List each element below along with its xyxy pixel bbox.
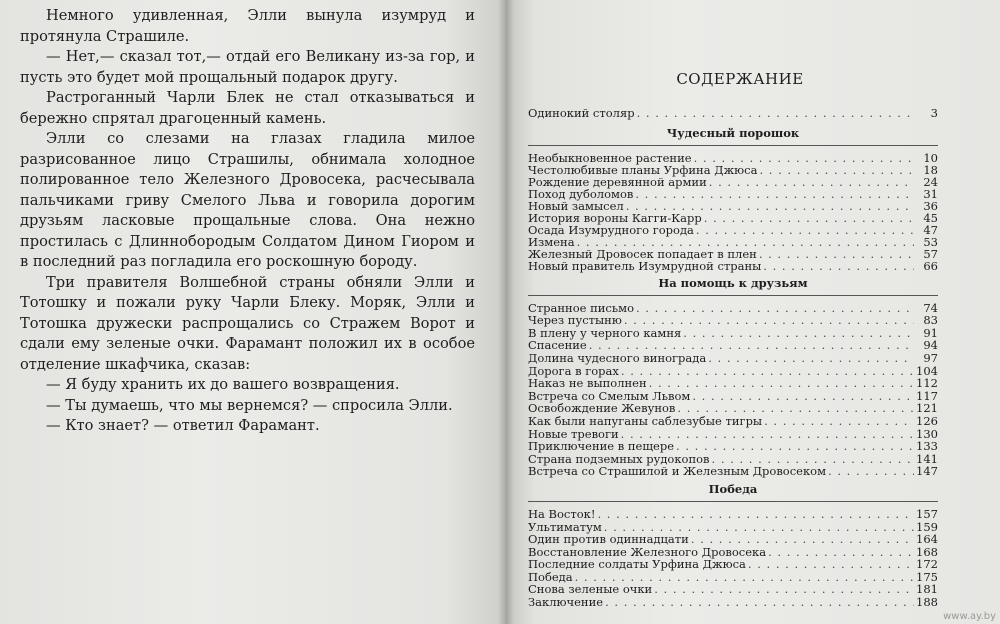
- toc-entry: [528, 224, 938, 236]
- toc-leader-dots: [637, 108, 914, 120]
- toc-entry-title: Приключение в пещере: [528, 439, 675, 454]
- paragraph: Три правителя Волшебной страны обняли Элли и Тотошку и пожали руку Чарли Блеку. Моряк, Элли и Тотошка дружески распрощались со Стражем Ворот и сдали ему зеленые очки. Фарамант положил их в особое отделение шкафчика, сказав:: [20, 273, 475, 373]
- toc-entry-title: Восстановление Железного Дровосека: [528, 544, 767, 559]
- toc-entry: [528, 465, 938, 478]
- toc-leader-dots: [694, 152, 914, 164]
- toc-entry-page: 141: [916, 451, 938, 466]
- toc-entry-page: 74: [923, 300, 938, 315]
- toc-entry-title: Новый замысел: [528, 198, 624, 213]
- toc-entry-title: Поход дуболомов: [528, 186, 634, 201]
- toc-entry: [528, 236, 938, 248]
- toc-entry-page: 112: [916, 376, 938, 391]
- toc-entry-title: Заключение: [528, 595, 604, 610]
- toc-entry-title: Необыкновенное растение: [528, 150, 692, 165]
- toc-leader-dots: [768, 546, 914, 559]
- toc-entry-title: В плену у черного камня: [528, 325, 682, 340]
- toc-entry-page: 157: [916, 506, 938, 521]
- toc-section: [528, 276, 938, 478]
- toc-leader-dots: [709, 176, 914, 188]
- toc-entry-title: Странное письмо: [528, 300, 634, 315]
- book-spine: [498, 0, 514, 624]
- toc-entry-page: 164: [916, 532, 938, 547]
- toc-entry: [528, 415, 938, 428]
- toc-entry: [528, 533, 938, 546]
- toc-entry-page: 147: [916, 464, 938, 479]
- toc-section: [528, 482, 938, 609]
- toc-entry: [528, 352, 938, 365]
- toc-entry-page: 57: [923, 246, 938, 261]
- toc-entry-title: История вороны Кагги-Карр: [528, 210, 702, 225]
- toc-entry-page: 175: [916, 569, 938, 584]
- toc-entry-page: 130: [916, 426, 938, 441]
- paragraph: Растроганный Чарли Блек не стал отказываться и бережно спрятал драгоценный камень.: [20, 89, 475, 127]
- toc-entry-title: Честолюбивые планы Урфина Джюса: [528, 162, 758, 177]
- toc-leader-dots: [636, 302, 914, 315]
- toc-section-items: [528, 152, 938, 272]
- toc-entry-page: 66: [923, 258, 938, 273]
- toc-section: [528, 126, 938, 272]
- toc-leader-dots: [683, 327, 914, 340]
- toc-leader-dots: [704, 212, 914, 224]
- toc-entry-page: 24: [923, 174, 938, 189]
- toc-leader-dots: [691, 533, 914, 546]
- toc-entry: [528, 212, 938, 224]
- toc-entry: [528, 596, 938, 609]
- toc-entry-title: Страна подземных рудокопов: [528, 451, 710, 466]
- toc-entry-page: 117: [916, 388, 938, 403]
- toc-entry: [528, 558, 938, 571]
- toc-entry-page: 133: [916, 439, 938, 454]
- toc-entry-title: Ультиматум: [528, 519, 602, 534]
- toc-entry: [528, 176, 938, 188]
- toc-entry-page: 83: [923, 313, 938, 328]
- toc-leader-dots: [828, 465, 914, 478]
- toc-entry-title: Спасение: [528, 338, 587, 353]
- toc-leader-dots: [676, 440, 914, 453]
- toc-entry-page: 3: [930, 106, 938, 120]
- toc-leader-dots: [605, 596, 914, 609]
- toc-entry-title: На Восток!: [528, 506, 596, 521]
- toc-entry-title: Наказ не выполнен: [528, 376, 647, 391]
- toc-entry-page: 121: [916, 401, 938, 416]
- toc-entry-title: Измена: [528, 234, 575, 249]
- toc-entry-title: Освобождение Жевунов: [528, 401, 676, 416]
- toc-leader-dots: [626, 200, 914, 212]
- toc-entry-title: Встреча со Страшилой и Железным Дровосеком: [528, 464, 827, 479]
- toc-leader-dots: [624, 314, 914, 327]
- toc-leader-dots: [649, 377, 914, 390]
- toc-entry: [528, 188, 938, 200]
- toc-entry-title: Последние солдаты Урфина Джюса: [528, 557, 746, 572]
- toc-entry-page: 159: [916, 519, 938, 534]
- toc-leader-dots: [759, 164, 914, 176]
- toc-entry-title: Долина чудесного винограда: [528, 350, 707, 365]
- toc-leader-dots: [692, 390, 914, 403]
- toc-entry-title: Новый правитель Изумрудной страны: [528, 258, 762, 273]
- toc-leader-dots: [597, 508, 914, 521]
- paragraph: Элли со слезами на глазах гладила милое разрисованное лицо Страшилы, обнимала холодное полированное тело Железного Дровосека, расчесывала пальчиками гриву Смелого Льва и говорила дорогим друзьям ласковые прощальные слова. Она нежно простилась с Длиннобородым Солдатом Дином Гиором и в последний раз погладила его роскошную бороду.: [20, 130, 475, 270]
- toc-leader-dots: [759, 248, 914, 260]
- toc-entry: [528, 440, 938, 453]
- toc-leader-dots: [696, 224, 914, 236]
- toc-entry-page: 181: [916, 582, 938, 597]
- toc-entry-title: Как были напуганы саблезубые тигры: [528, 413, 763, 428]
- toc-entry-page: 31: [923, 186, 938, 201]
- toc-entry-page: 18: [923, 162, 938, 177]
- toc-section-items: [528, 508, 938, 609]
- toc-entry: [528, 260, 938, 272]
- toc-leader-dots: [635, 188, 914, 200]
- toc-leader-dots: [577, 236, 914, 248]
- toc-leader-dots: [654, 583, 914, 596]
- toc-section-title: Победа: [708, 481, 758, 496]
- toc-entry: [528, 108, 938, 120]
- toc-entry-page: 188: [916, 595, 938, 610]
- divider: [528, 145, 938, 146]
- toc-entry-page: 91: [923, 325, 938, 340]
- toc-entry-title: Снова зеленые очки: [528, 582, 653, 597]
- toc-title: СОДЕРЖАНИЕ: [676, 70, 804, 88]
- toc-entry-title: Встреча со Смелым Львом: [528, 388, 691, 403]
- toc-section-title: На помощь к друзьям: [658, 275, 808, 290]
- toc-leader-dots: [708, 352, 914, 365]
- toc-entry-title: Дорога в горах: [528, 363, 619, 378]
- toc-entry-page: 47: [923, 222, 938, 237]
- toc-entry-title: Новые тревоги: [528, 426, 619, 441]
- toc-leader-dots: [621, 365, 914, 378]
- toc-section-title: Чудесный порошок: [666, 125, 800, 140]
- toc-entry: [528, 377, 938, 390]
- toc-entry: [528, 152, 938, 164]
- toc-leader-dots: [748, 558, 914, 571]
- toc-entry-page: 45: [923, 210, 938, 225]
- divider: [528, 501, 938, 502]
- toc-entry-title: Осада Изумрудного города: [528, 222, 694, 237]
- toc-entry-page: 94: [923, 338, 938, 353]
- toc-entry: [528, 248, 938, 260]
- toc-entry: [528, 508, 938, 521]
- toc-leader-dots: [763, 260, 914, 272]
- toc-section-items: [528, 302, 938, 478]
- story-text: [20, 6, 475, 437]
- toc-entry-page: 97: [923, 350, 938, 365]
- paragraph: — Нет,— сказал тот,— отдай его Великану из-за гор, и пусть это будет мой прощальный подарок другу.: [20, 48, 475, 86]
- toc-entry-page: 10: [923, 150, 938, 165]
- toc-entry-title: Один против одиннадцати: [528, 532, 689, 547]
- watermark: www.ay.by: [943, 611, 996, 622]
- toc-leader-dots: [764, 415, 914, 428]
- paragraph: — Я буду хранить их до вашего возвращения.: [46, 376, 400, 393]
- toc-entry-title: Через пустыню: [528, 313, 622, 328]
- toc-entry-page: 168: [916, 544, 938, 559]
- toc-entry: [528, 327, 938, 340]
- table-of-contents: [528, 108, 938, 609]
- toc-entry: [528, 164, 938, 176]
- toc-entry-page: 53: [923, 234, 938, 249]
- toc-entry-page: 126: [916, 413, 938, 428]
- toc-entry-page: 172: [916, 557, 938, 572]
- toc-entry-page: 36: [923, 198, 938, 213]
- toc-entry: [528, 200, 938, 212]
- toc-entry-page: 104: [916, 363, 938, 378]
- toc-entry: [528, 314, 938, 327]
- divider: [528, 295, 938, 296]
- paragraph: — Ты думаешь, что мы вернемся? — спросила Элли.: [46, 396, 453, 414]
- toc-entry-title: Одинокий столяр: [528, 106, 635, 120]
- toc-entry-title: Железный Дровосек попадает в плен: [528, 246, 757, 261]
- paragraph: Немного удивленная, Элли вынула изумруд и протянула Страшиле.: [20, 7, 475, 45]
- toc-entry-title: Рождение деревянной армии: [528, 174, 707, 189]
- paragraph: — Кто знает? — ответил Фарамант.: [46, 417, 320, 434]
- toc-entry-title: Победа: [528, 569, 573, 584]
